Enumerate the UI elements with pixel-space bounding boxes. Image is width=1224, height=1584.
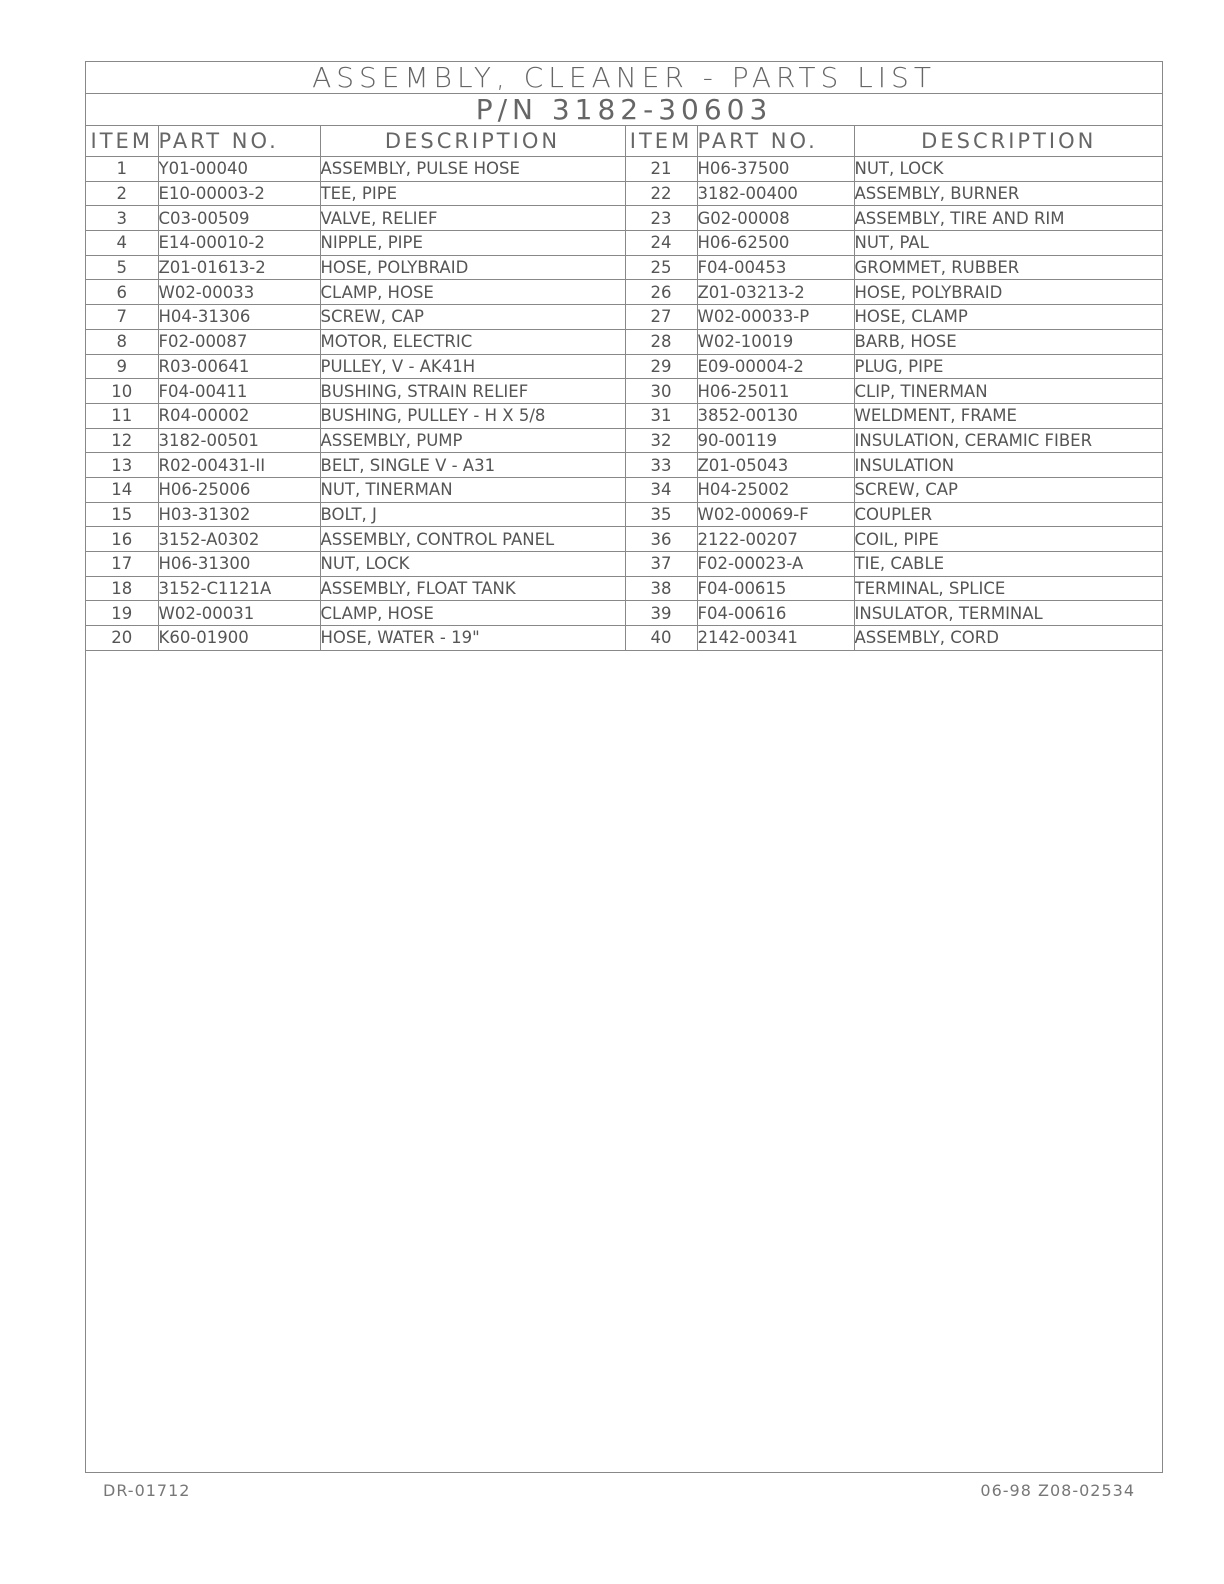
header-description-left: DESCRIPTION <box>320 126 625 157</box>
part-number: 3152-A0302 <box>158 527 320 552</box>
item-number: 35 <box>625 502 697 527</box>
item-number: 21 <box>625 157 697 182</box>
item-number: 36 <box>625 527 697 552</box>
item-number: 4 <box>86 231 158 256</box>
part-number: H04-25002 <box>697 477 854 502</box>
part-number: H04-31306 <box>158 305 320 330</box>
part-number: E14-00010-2 <box>158 231 320 256</box>
item-number: 25 <box>625 255 697 280</box>
document-title: ASSEMBLY, CLEANER - PARTS LIST <box>86 62 1162 94</box>
header-item-right: ITEM <box>625 126 697 157</box>
part-description: TEE, PIPE <box>320 181 625 206</box>
table-row <box>86 477 1163 502</box>
item-number: 15 <box>86 502 158 527</box>
part-number: W02-00033-P <box>697 305 854 330</box>
drawing-number: DR-01712 <box>103 1481 191 1500</box>
part-description: GROMMET, RUBBER <box>854 255 1163 280</box>
part-number: R02-00431-II <box>158 453 320 478</box>
part-description: BELT, SINGLE V - A31 <box>320 453 625 478</box>
item-number: 31 <box>625 403 697 428</box>
part-description: NUT, LOCK <box>854 157 1163 182</box>
item-number: 30 <box>625 379 697 404</box>
part-number: H06-25011 <box>697 379 854 404</box>
part-description: NUT, TINERMAN <box>320 477 625 502</box>
item-number: 39 <box>625 601 697 626</box>
part-number: F04-00616 <box>697 601 854 626</box>
part-number: E09-00004-2 <box>697 354 854 379</box>
part-number: H06-25006 <box>158 477 320 502</box>
part-number: F02-00087 <box>158 329 320 354</box>
part-number: 3852-00130 <box>697 403 854 428</box>
item-number: 8 <box>86 329 158 354</box>
item-number: 11 <box>86 403 158 428</box>
part-number: H06-62500 <box>697 231 854 256</box>
part-number: Z01-01613-2 <box>158 255 320 280</box>
table-row <box>86 157 1163 182</box>
table-row <box>86 206 1163 231</box>
table-row <box>86 181 1163 206</box>
header-description-right: DESCRIPTION <box>854 126 1163 157</box>
item-number: 18 <box>86 576 158 601</box>
part-description: INSULATOR, TERMINAL <box>854 601 1163 626</box>
part-number: F02-00023-A <box>697 552 854 577</box>
part-description: CLAMP, HOSE <box>320 601 625 626</box>
item-number: 6 <box>86 280 158 305</box>
item-number: 33 <box>625 453 697 478</box>
table-row <box>86 231 1163 256</box>
part-description: TIE, CABLE <box>854 552 1163 577</box>
part-number: F04-00411 <box>158 379 320 404</box>
part-description: ASSEMBLY, BURNER <box>854 181 1163 206</box>
part-number: R03-00641 <box>158 354 320 379</box>
assembly-part-number: P/N 3182-30603 <box>86 94 1162 126</box>
table-row <box>86 354 1163 379</box>
part-number: C03-00509 <box>158 206 320 231</box>
item-number: 34 <box>625 477 697 502</box>
table-row <box>86 626 1163 651</box>
item-number: 19 <box>86 601 158 626</box>
part-description: SCREW, CAP <box>320 305 625 330</box>
item-number: 5 <box>86 255 158 280</box>
part-description: NIPPLE, PIPE <box>320 231 625 256</box>
part-number: G02-00008 <box>697 206 854 231</box>
part-number: 90-00119 <box>697 428 854 453</box>
part-number: Z01-03213-2 <box>697 280 854 305</box>
item-number: 16 <box>86 527 158 552</box>
part-description: MOTOR, ELECTRIC <box>320 329 625 354</box>
part-description: PLUG, PIPE <box>854 354 1163 379</box>
part-description: ASSEMBLY, PUMP <box>320 428 625 453</box>
item-number: 12 <box>86 428 158 453</box>
part-description: CLIP, TINERMAN <box>854 379 1163 404</box>
item-number: 24 <box>625 231 697 256</box>
revision-code: 06-98 Z08-02534 <box>980 1481 1135 1500</box>
part-description: HOSE, CLAMP <box>854 305 1163 330</box>
part-description: ASSEMBLY, FLOAT TANK <box>320 576 625 601</box>
part-description: HOSE, WATER - 19" <box>320 626 625 651</box>
item-number: 10 <box>86 379 158 404</box>
part-description: INSULATION <box>854 453 1163 478</box>
table-row <box>86 329 1163 354</box>
part-description: HOSE, POLYBRAID <box>320 255 625 280</box>
table-row <box>86 379 1163 404</box>
header-item-left: ITEM <box>86 126 158 157</box>
table-row <box>86 601 1163 626</box>
table-header-row <box>86 126 1163 157</box>
parts-table <box>86 126 1163 651</box>
part-number: W02-10019 <box>697 329 854 354</box>
part-description: ASSEMBLY, CORD <box>854 626 1163 651</box>
item-number: 29 <box>625 354 697 379</box>
part-number: 2142-00341 <box>697 626 854 651</box>
part-description: SCREW, CAP <box>854 477 1163 502</box>
part-number: F04-00615 <box>697 576 854 601</box>
part-description: BUSHING, STRAIN RELIEF <box>320 379 625 404</box>
item-number: 20 <box>86 626 158 651</box>
part-description: NUT, LOCK <box>320 552 625 577</box>
table-row <box>86 305 1163 330</box>
item-number: 27 <box>625 305 697 330</box>
part-number: Z01-05043 <box>697 453 854 478</box>
item-number: 14 <box>86 477 158 502</box>
table-row <box>86 576 1163 601</box>
item-number: 17 <box>86 552 158 577</box>
part-number: H06-37500 <box>697 157 854 182</box>
part-description: ASSEMBLY, TIRE AND RIM <box>854 206 1163 231</box>
part-number: H03-31302 <box>158 502 320 527</box>
table-row <box>86 255 1163 280</box>
item-number: 26 <box>625 280 697 305</box>
part-description: BUSHING, PULLEY - H X 5/8 <box>320 403 625 428</box>
part-number: R04-00002 <box>158 403 320 428</box>
table-row <box>86 453 1163 478</box>
item-number: 38 <box>625 576 697 601</box>
item-number: 2 <box>86 181 158 206</box>
part-number: 3182-00400 <box>697 181 854 206</box>
part-number: 3152-C1121A <box>158 576 320 601</box>
parts-list-sheet <box>85 61 1163 1473</box>
part-number: W02-00031 <box>158 601 320 626</box>
part-description: BARB, HOSE <box>854 329 1163 354</box>
part-number: 2122-00207 <box>697 527 854 552</box>
item-number: 40 <box>625 626 697 651</box>
item-number: 22 <box>625 181 697 206</box>
part-description: CLAMP, HOSE <box>320 280 625 305</box>
item-number: 3 <box>86 206 158 231</box>
part-description: INSULATION, CERAMIC FIBER <box>854 428 1163 453</box>
part-description: NUT, PAL <box>854 231 1163 256</box>
header-part-no-right: PART NO. <box>697 126 854 157</box>
part-description: COIL, PIPE <box>854 527 1163 552</box>
part-description: ASSEMBLY, CONTROL PANEL <box>320 527 625 552</box>
parts-table-body <box>86 157 1163 651</box>
item-number: 32 <box>625 428 697 453</box>
table-row <box>86 552 1163 577</box>
part-description: BOLT, J <box>320 502 625 527</box>
part-number: W02-00069-F <box>697 502 854 527</box>
item-number: 13 <box>86 453 158 478</box>
part-number: H06-31300 <box>158 552 320 577</box>
part-description: HOSE, POLYBRAID <box>854 280 1163 305</box>
item-number: 1 <box>86 157 158 182</box>
part-description: PULLEY, V - AK41H <box>320 354 625 379</box>
table-row <box>86 527 1163 552</box>
item-number: 9 <box>86 354 158 379</box>
item-number: 28 <box>625 329 697 354</box>
part-number: 3182-00501 <box>158 428 320 453</box>
part-description: COUPLER <box>854 502 1163 527</box>
part-number: Y01-00040 <box>158 157 320 182</box>
part-description: ASSEMBLY, PULSE HOSE <box>320 157 625 182</box>
part-description: VALVE, RELIEF <box>320 206 625 231</box>
header-part-no-left: PART NO. <box>158 126 320 157</box>
table-row <box>86 280 1163 305</box>
table-row <box>86 428 1163 453</box>
part-number: K60-01900 <box>158 626 320 651</box>
part-number: W02-00033 <box>158 280 320 305</box>
part-number: F04-00453 <box>697 255 854 280</box>
item-number: 23 <box>625 206 697 231</box>
part-description: WELDMENT, FRAME <box>854 403 1163 428</box>
table-row <box>86 403 1163 428</box>
item-number: 37 <box>625 552 697 577</box>
table-row <box>86 502 1163 527</box>
item-number: 7 <box>86 305 158 330</box>
part-number: E10-00003-2 <box>158 181 320 206</box>
part-description: TERMINAL, SPLICE <box>854 576 1163 601</box>
